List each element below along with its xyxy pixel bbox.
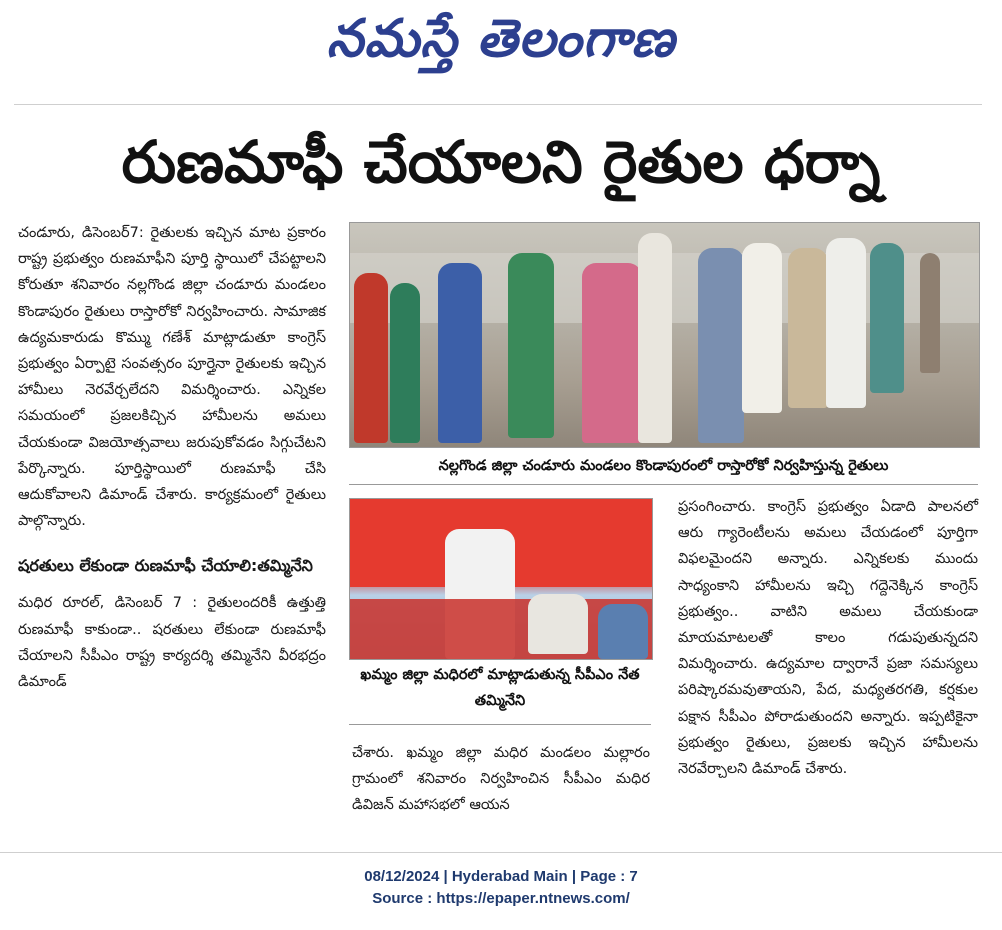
story2-paragraph-right: ప్రసంగించారు. కాంగ్రెస్ ప్రభుత్వం ఏడాది పాలనలో ఆరు గ్యారెంటీలను అమలు చేయడంలో పూర్తిగా విఫలమైందని అన్నారు. ఎన్నికలకు ముందు సాధ్యంకాని హామీలను ఇచ్చి గద్దెనెక్కిన కాంగ్రెస్ ప్రభుత్వం.. వాటిని అమలు చేయకుండా మాయమాటలతో కాలం గడుపుతున్నదని విమర్శించారు. ఉద్యమాల ద్వారానే ప్రజా సమస్యలు పరిష్కారమవుతాయని, పేద, మధ్యతరగతి, కర్షకుల పక్షాన సీపీఎం పోరాడుతుందని అన్నారు. ఇప్పటికైనా ప్రభుత్వం రైతులు, ప్రజలకు ఇచ్చిన హామీలను నెరవేర్చాలని డిమాండ్ చేశారు. bbox=[678, 499, 978, 778]
story2-paragraph-left: మధిర రూరల్, డిసెంబర్ 7 : రైతులందరికీ ఉత్తుత్తి రుణమాఫీ కాకుండా.. షరతులు లేకుండా రుణమాఫీ చేయాలని సీపీఎం రాష్ట్ర కార్యదర్శి తమ్మినేని వీరభద్రం డిమాండ్ bbox=[18, 595, 326, 691]
farmers-protest-photo bbox=[349, 222, 980, 448]
divider bbox=[0, 852, 1002, 853]
newspaper-logo: నమస్తే తెలంగాణ bbox=[326, 8, 676, 69]
meeting-caption-text: ఖమ్మం జిల్లా మధిరలో మాట్లాడుతున్న సీపీఎం నేత తమ్మినేని bbox=[360, 667, 640, 709]
photo-caption-protest: నల్లగొండ జిల్లా చండూరు మండలం కొండాపురంలో రాస్తారోకో నిర్వహిస్తున్న రైతులు bbox=[349, 448, 978, 485]
headline: రుణమాఫీ చేయాలని రైతుల ధర్నా bbox=[121, 128, 881, 196]
middle-column bbox=[352, 740, 650, 819]
cpm-meeting-photo bbox=[349, 498, 653, 660]
edition-info: 08/12/2024 | Hyderabad Main | Page : 7 bbox=[364, 868, 638, 885]
story2-subhead: షరతులు లేకుండా రుణమాఫీ చేయాలి:తమ్మినేని bbox=[18, 556, 313, 576]
left-column bbox=[18, 220, 326, 695]
photo-caption-meeting bbox=[349, 662, 651, 725]
right-column bbox=[678, 494, 978, 782]
masthead bbox=[0, 0, 1002, 82]
divider bbox=[14, 104, 982, 105]
story2-paragraph-mid: చేశారు. ఖమ్మం జిల్లా మధిర మండలం మల్లారం గ్రామంలో శనివారం నిర్వహించిన సీపీఎం మధిర డివిజన్ మహాసభలో ఆయన bbox=[352, 745, 650, 814]
source-link[interactable]: Source : https://epaper.ntnews.com/ bbox=[372, 890, 630, 907]
story1-paragraph: చండూరు, డిసెంబర్7: రైతులకు ఇచ్చిన మాట ప్రకారం రాష్ట్ర ప్రభుత్వం రుణమాఫీని పూర్తి స్థాయిలో చేపట్టాలని కోరుతూ శనివారం నల్లగొండ జిల్లా చండూరు మండలం కొండాపురం రైతులు రాస్తారోకో నిర్వహించారు. సామాజిక ఉద్యమకారుడు కొమ్ము గణేశ్ మాట్లాడుతూ కాంగ్రెస్ ప్రభుత్వం ఏర్పాటై సంవత్సరం పూర్తైనా రైతులకు ఇచ్చిన హామీలు నెరవేర్చలేదని విమర్శించారు. ఎన్నికల సమయంలో ప్రజలకిచ్చిన హామీలను అమలు చేయకుండా విజయోత్సవాలు జరుపుకోవడం సిగ్గుచేటని పేర్కొన్నారు. పూర్తిస్థాయిలో రుణమాఫీ చేసి ఆదుకోవాలని డిమాండ్ చేశారు. కార్యక్రమంలో రైతులు పాల్గొన్నారు. bbox=[18, 225, 326, 530]
footer bbox=[0, 866, 1002, 910]
